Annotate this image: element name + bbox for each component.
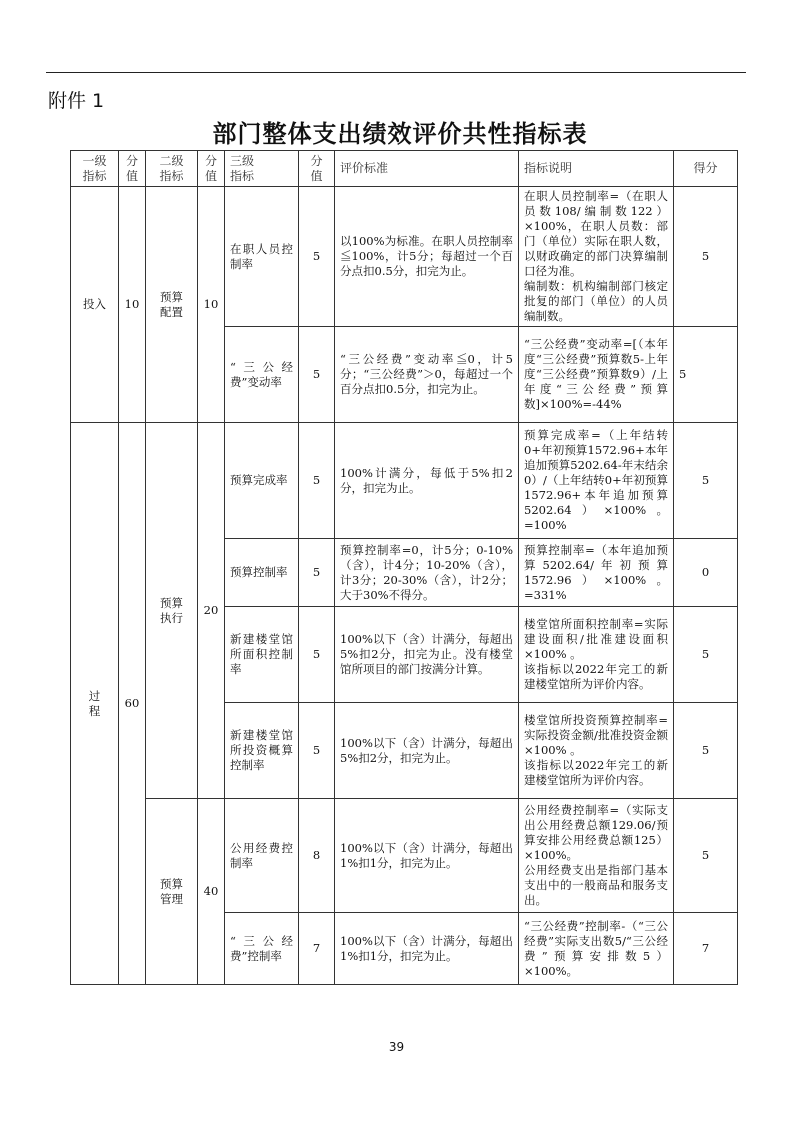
l3-score-value: 7: [299, 913, 335, 985]
l3-score-value: 5: [299, 539, 335, 607]
desc-cell: “三公经费”变动率=[（本年度“三公经费”预算数5-上年度“三公经费”预算数9）/上年度“三公经费”预算数]×100%=-44%: [519, 327, 674, 423]
s2-budget-alloc: 10: [198, 187, 225, 423]
header-l3: 三级 指标: [225, 151, 299, 187]
score-cell: 5: [674, 799, 738, 913]
desc-cell: 预算控制率=（本年追加预算5202.64/年初预算1572.96）×100%。=331%: [519, 539, 674, 607]
table-row: [71, 799, 738, 913]
desc-cell: 预算完成率=（上年结转0+年初预算1572.96+本年追加预算5202.64-年末结余0）/（上年结转0+年初预算1572.96+本年追加预算5202.64）×100%。=100%: [519, 423, 674, 539]
l3-name: “三公经费”变动率: [225, 327, 299, 423]
header-s1: 分 值: [119, 151, 146, 187]
l3-score-value: 8: [299, 799, 335, 913]
l2-budget-exec: 预算 执行: [146, 423, 198, 799]
s2-budget-exec: 20: [198, 423, 225, 799]
table-row: [71, 423, 738, 539]
l3-name: 预算控制率: [225, 539, 299, 607]
table-row: [71, 187, 738, 327]
l3-name: 预算完成率: [225, 423, 299, 539]
indicator-table: [70, 150, 738, 985]
l3-name: “三公经费”控制率: [225, 913, 299, 985]
score-cell: 5: [674, 187, 738, 327]
table-header-row: [71, 151, 738, 187]
score-cell: 7: [674, 913, 738, 985]
desc-cell: 楼堂馆所面积控制率=实际建设面积/批准建设面积×100% 。 该指标以2022年完工的新建楼堂馆所为评价内容。: [519, 607, 674, 703]
page-number: 39: [388, 1040, 405, 1054]
l3-score-value: 5: [299, 607, 335, 703]
header-l1: 一级 指标: [71, 151, 119, 187]
header-criteria: 评价标准: [335, 151, 519, 187]
l3-name: 新建楼堂馆所投资概算控制率: [225, 703, 299, 799]
l2-budget-mgmt: 预算 管理: [146, 799, 198, 985]
l3-score-value: 5: [299, 703, 335, 799]
l3-score-value: 5: [299, 327, 335, 423]
criteria-cell: 100%以下（含）计满分，每超出1%扣1分，扣完为止。: [335, 913, 519, 985]
s1-process: 60: [119, 423, 146, 985]
header-score: 得分: [674, 151, 738, 187]
header-rule: [46, 72, 746, 73]
header-s3: 分 值: [299, 151, 335, 187]
l1-input: 投入: [71, 187, 119, 423]
header-s2: 分 值: [198, 151, 225, 187]
desc-cell: “三公经费”控制率-（“三公经费”实际支出数5/“三公经费”预算安排数5）×100%。: [519, 913, 674, 985]
l2-budget-alloc: 预算 配置: [146, 187, 198, 423]
criteria-cell: 以100%为标准。在职人员控制率≦100%，计5分；每超过一个百分点扣0.5分，扣完为止。: [335, 187, 519, 327]
s1-input: 10: [119, 187, 146, 423]
l3-name: 在职人员控制率: [225, 187, 299, 327]
criteria-cell: 100%以下（含）计满分，每超出5%扣2分，扣完为止。没有楼堂馆所项目的部门按满分计算。: [335, 607, 519, 703]
desc-cell: 在职人员控制率=（在职人员数108/编制数122）×100%，在职人员数：部门（单位）实际在职人数，以财政确定的部门决算编制口径为准。 编制数：机构编制部门核定批复的部门（单位）的人员编制数。: [519, 187, 674, 327]
l3-name: 新建楼堂馆所面积控制率: [225, 607, 299, 703]
score-cell: 0: [674, 539, 738, 607]
l3-score-value: 5: [299, 187, 335, 327]
l3-name: 公用经费控制率: [225, 799, 299, 913]
score-cell: 5: [674, 607, 738, 703]
criteria-cell: 预算控制率=0，计5分；0-10%（含），计4分；10-20%（含），计3分；20-30%（含），计2分；大于30%不得分。: [335, 539, 519, 607]
page-title: 部门整体支出绩效评价共性指标表: [212, 120, 588, 148]
criteria-cell: 100%计满分，每低于5%扣2分，扣完为止。: [335, 423, 519, 539]
desc-cell: 公用经费控制率=（实际支出公用经费总额129.06/预算安排公用经费总额125）×100%。 公用经费支出是指部门基本支出中的一般商品和服务支出。: [519, 799, 674, 913]
criteria-cell: 100%以下（含）计满分，每超出1%扣1分，扣完为止。: [335, 799, 519, 913]
criteria-cell: 100%以下（含）计满分，每超出5%扣2分，扣完为止。: [335, 703, 519, 799]
header-desc: 指标说明: [519, 151, 674, 187]
attachment-label: 附件 1: [48, 90, 105, 112]
score-cell: 5: [674, 423, 738, 539]
s2-budget-mgmt: 40: [198, 799, 225, 985]
score-cell: 5: [674, 327, 738, 423]
score-cell: 5: [674, 703, 738, 799]
desc-cell: 楼堂馆所投资预算控制率=实际投资金额/批准投资金额×100% 。 该指标以2022年完工的新建楼堂馆所为评价内容。: [519, 703, 674, 799]
l3-score-value: 5: [299, 423, 335, 539]
criteria-cell: “三公经费”变动率≦0，计5分；“三公经费”＞0，每超过一个百分点扣0.5分，扣完为止。: [335, 327, 519, 423]
header-l2: 二级 指标: [146, 151, 198, 187]
l1-process: 过 程: [71, 423, 119, 985]
